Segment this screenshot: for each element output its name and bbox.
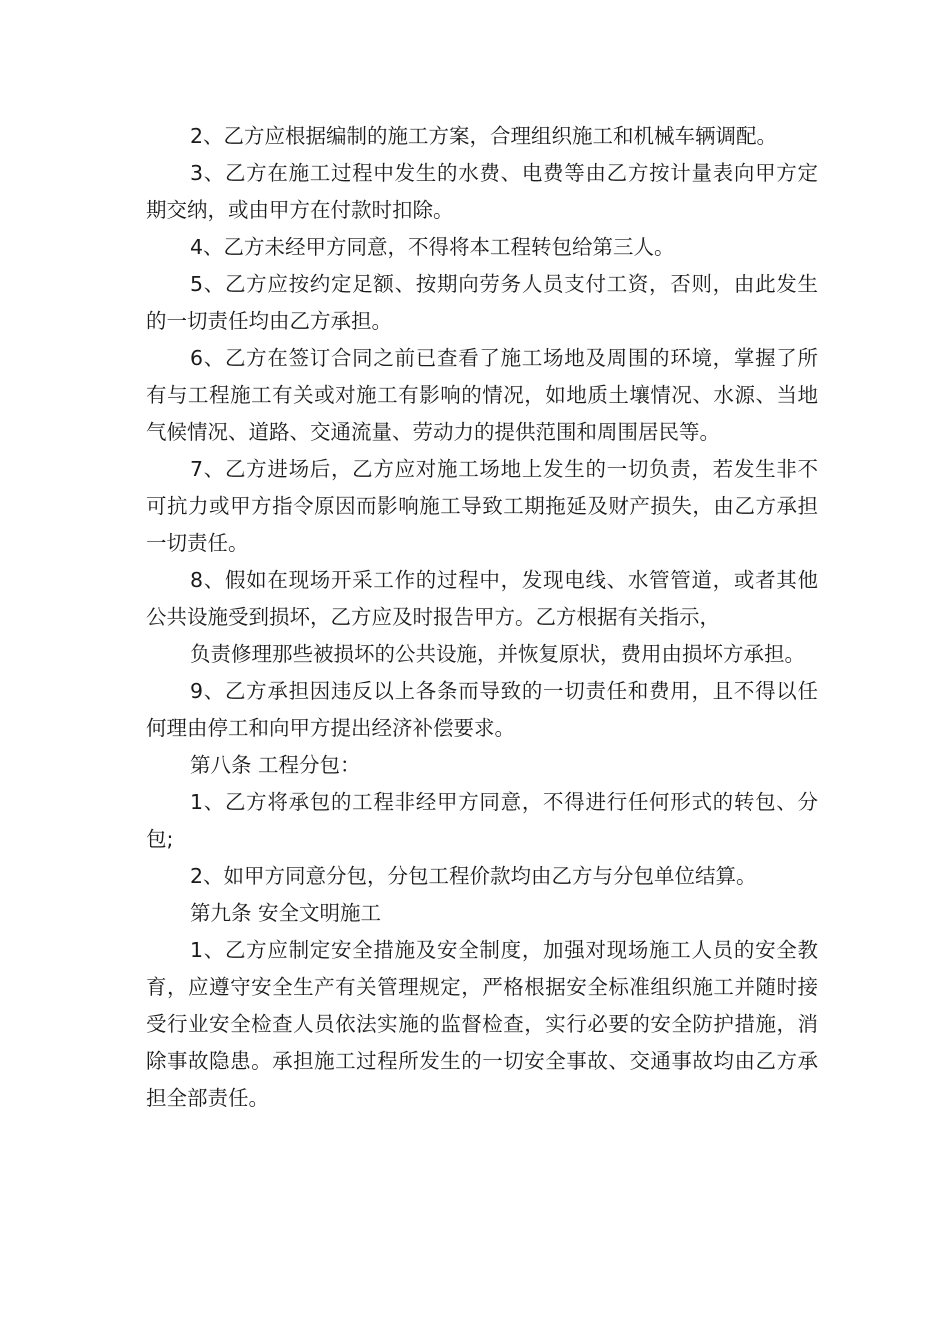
clause-paragraph: 2、乙方应根据编制的施工方案，合理组织施工和机械车辆调配。 (190, 124, 778, 148)
clause-paragraph: 1、乙方应制定安全措施及安全制度，加强对现场施工人员的安全教育，应遵守安全生产有关管理规定，严格根据安全标准组织施工并随时接受行业安全检查人员依法实施的监督检查，实行必要的安全防护措施，消除事故隐患。承担施工过程所发生的一切安全事故、交通事故均由乙方承担全部责任。 (146, 938, 818, 1110)
clause-paragraph: 9、乙方承担因违反以上各条而导致的一切责任和费用，且不得以任何理由停工和向甲方提出经济补偿要求。 (146, 679, 818, 740)
clause-paragraph: 3、乙方在施工过程中发生的水费、电费等由乙方按计量表向甲方定期交纳，或由甲方在付款时扣除。 (146, 161, 818, 222)
clause-paragraph: 6、乙方在签订合同之前已查看了施工场地及周围的环境，掌握了所有与工程施工有关或对施工有影响的情况，如地质土壤情况、水源、当地气候情况、道路、交通流量、劳动力的提供范围和周围居民等。 (146, 346, 818, 444)
clause-paragraph: 8、假如在现场开采工作的过程中，发现电线、水管管道，或者其他公共设施受到损坏，乙方应及时报告甲方。乙方根据有关指示， (146, 568, 818, 629)
article-heading: 第九条 安全文明施工 (190, 901, 382, 925)
clause-paragraph-continued: 负责修理那些被损坏的公共设施，并恢复原状，费用由损坏方承担。 (190, 642, 805, 666)
clause-paragraph: 1、乙方将承包的工程非经甲方同意，不得进行任何形式的转包、分包; (146, 790, 818, 851)
clause-paragraph: 2、如甲方同意分包，分包工程价款均由乙方与分包单位结算。 (190, 864, 757, 888)
document-body (146, 118, 818, 1117)
clause-paragraph: 4、乙方未经甲方同意，不得将本工程转包给第三人。 (190, 235, 675, 259)
article-heading: 第八条 工程分包： (190, 753, 361, 777)
clause-paragraph: 5、乙方应按约定足额、按期向劳务人员支付工资，否则，由此发生的一切责任均由乙方承担。 (146, 272, 818, 333)
clause-paragraph: 7、乙方进场后，乙方应对施工场地上发生的一切负责，若发生非不可抗力或甲方指令原因而影响施工导致工期拖延及财产损失，由乙方承担一切责任。 (146, 457, 818, 555)
